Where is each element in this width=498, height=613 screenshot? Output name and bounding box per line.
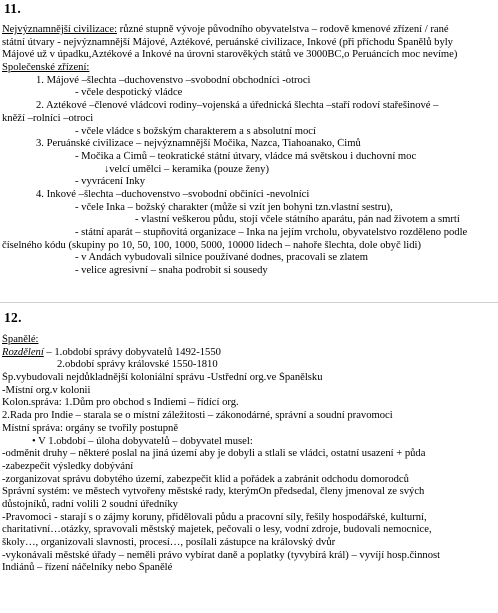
section-heading: 12. [4, 310, 22, 325]
list-item: - v Andách vybudovali silnice používané dodnes, pracovali se zlatem [75, 252, 369, 264]
text-line: -Místní org.v kolonii [2, 384, 91, 396]
list-item: • V 1.období – úloha dobyvatelů – dobyvatel musel: [32, 435, 253, 447]
text-line: -odměnit druhy – některé poslal na jiná území aby je dobyli a stlali se vládci, ostatní usazení + půda [2, 448, 426, 460]
text-line: Španělé: [2, 334, 39, 345]
section-11 [0, 0, 498, 303]
text-line: -zabezpečit výsledky dobývání [2, 460, 134, 472]
text-line: 2.Rada pro Indie – starala se o místní záležitosti – zákonodárné, správní a soudní pravomoci [2, 410, 393, 422]
list-item: - včele vládce s božským charakterem a s absolutní mocí [75, 125, 316, 137]
list-item: - vyvrácení Inky [75, 176, 146, 188]
text-line [0, 600, 498, 613]
text-line: Indiánů – řízení náčelníky nebo Španělé [2, 562, 173, 574]
text-line: důstojníků, radní volili 2 soudní úředníky [2, 498, 178, 510]
list-item: - včele despotický vládce [75, 87, 183, 99]
text-line: Šp.vybudovali nejdůkladnější koloniální správu -Ústřední org.ve Španělsku [2, 372, 323, 384]
text-line: charitativní…otázky, spravovali městský majetek, pečovali o lesy, vodní zdroje, budovali nemocnice, [2, 524, 432, 536]
section-body [0, 24, 498, 278]
text-line: Kolon.správa: 1.Dům pro obchod s Indiemi – řídící org. [2, 397, 239, 409]
text-line: Májové už v úpadku,Aztékové a Inkové na úrovni starověkých států ve 3000BC,o Peruáncích moc nevíme) [2, 49, 458, 61]
list-item: - včele Inka – božský charakter (může si vzít jen bohyni tzn.vlastní sestru), [75, 201, 393, 213]
list-item: - vlastní veškerou půdu, stojí včele státního aparátu, pán nad životem a smrtí [135, 214, 460, 226]
text-line [0, 575, 498, 588]
text-line [0, 588, 498, 601]
text-line: Rozdělení – 1.období správy dobyvatelů 1492-1550 [2, 346, 221, 358]
text-line: -Pravomoci - starají s o zájmy koruny, přidělovali půdu a pracovní síly, řešily hospodářské, kulturní, [2, 511, 427, 523]
text-line: 2.období správy královské 1550-1810 [57, 359, 218, 371]
list-item: 1. Májové –šlechta –duchovenstvo –svobodní obchodníci -otroci [36, 74, 311, 86]
text-line: Nejvýznamnější civilizace: různé stupně vývoje původního obyvatelstva – rodově kmenové zřízení / rané [2, 24, 449, 35]
text-line: kněží –rolníci –otroci [2, 112, 94, 124]
text-line: -zorganizovat správu dobytého území, zabezpečit klid a pořádek a zabránit odchodu domorodců [2, 473, 409, 485]
list-item: - státní aparát – stupňovitá organizace – Inka na jejím vrcholu, obyvatelstvo rozděleno podle [75, 227, 468, 238]
text-line: -vykonávali městské úřady – neměli právo vybírat daně a poplatky (tyvybírá král) – vyvíjí hosp.činnost [2, 549, 441, 561]
list-item: 2. Aztékové –členové vládcovi rodiny–vojenská a úřednická šlechta –staří rodoví stařešinové – [36, 100, 439, 112]
list-item: ↓velcí umělci – keramika (pouze ženy) [104, 163, 270, 175]
list-item: 4. Inkové –šlechta –duchovenstvo –svobodní občiníci -nevolníci [36, 188, 310, 200]
list-item: 3. Peruánské civilizace – nejvýznamnější Močika, Nazca, Tiahoanako, Čimů [36, 138, 361, 150]
text-line: Místní správa: orgány se tvořily postupně [2, 422, 179, 434]
section-body [0, 334, 498, 613]
section-12 [0, 305, 498, 612]
list-item: - velice agresivní – snaha podrobit si sousedy [75, 265, 268, 277]
text-line: školy…, organizovali slavnosti, procesí…, posílali zástupce na královský dvůr [2, 537, 336, 548]
section-heading: 11. [4, 1, 22, 16]
list-item: - Močika a Čimů – teokratické státní útvary, vládce má světskou i duchovní moc [75, 150, 417, 162]
text-line: Společenské zřízení: [2, 62, 90, 74]
text-line: Správní systém: ve městech vytvořeny městské rady, kterýmOn předsedal, členy jmenoval ze svých [2, 486, 425, 498]
text-line: státní útvary - nejvýznamnější Májové, Aztékové, peruánské civilizace, Inkové (při příchodu Španělů byly [2, 36, 453, 48]
text-line: číselného kódu (skupiny po 10, 50, 100, 1000, 5000, 10000 lidech – nahoře šlechta, dole obyč lidi) [2, 239, 421, 251]
